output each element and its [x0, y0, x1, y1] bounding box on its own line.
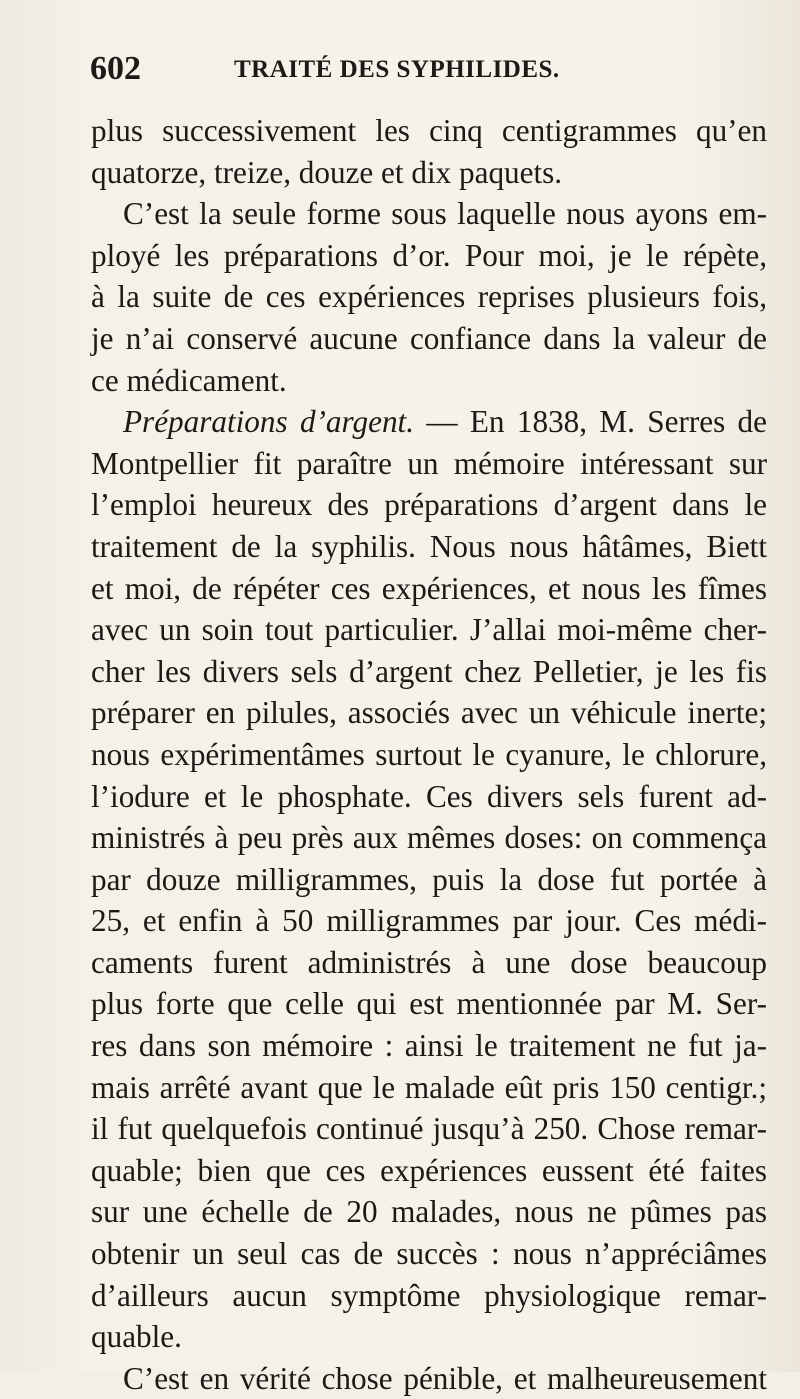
- text-line: res dans son mémoire : ainsi le traitement ne fut ja-: [91, 1028, 767, 1064]
- section-heading: Préparations d’argent.: [123, 404, 414, 440]
- running-title: TRAITÉ DES SYPHILIDES.: [234, 56, 560, 83]
- text-line: l’emploi heureux des préparations d’argent dans le: [91, 487, 767, 523]
- page-header: [90, 50, 710, 96]
- text-line: Montpellier fit paraître un mémoire intéressant sur: [91, 445, 767, 481]
- text-line: cher les divers sels d’argent chez Pelletier, je les fis: [91, 653, 767, 689]
- text-line: plus forte que celle qui est mentionnée par M. Ser-: [91, 986, 767, 1022]
- text-line: à la suite de ces expériences reprises plusieurs fois,: [91, 279, 767, 315]
- text-line: quable; bien que ces expériences eussent été faites: [91, 1152, 767, 1188]
- text-line: quatorze, treize, douze et dix paquets.: [91, 154, 563, 190]
- text-line: C’est en vérité chose pénible, et malheureusement: [123, 1360, 767, 1396]
- text-line-with-heading: [91, 401, 767, 443]
- text-line: mais arrêté avant que le malade eût pris 150 centigr.;: [91, 1069, 767, 1105]
- text-line: quable.: [91, 1319, 182, 1355]
- paragraph-2: [91, 193, 767, 401]
- text-line: 25, et enfin à 50 milligrammes par jour. Ces médi-: [91, 903, 767, 939]
- text-line: préparer en pilules, associés avec un véhicule inerte;: [91, 695, 767, 731]
- text-line: ployé les préparations d’or. Pour moi, je le répète,: [91, 237, 767, 273]
- text-line: obtenir un seul cas de succès : nous n’appréciâmes: [91, 1236, 767, 1272]
- text-line: je n’ai conservé aucune confiance dans la valeur de: [91, 320, 767, 356]
- text-line: sur une échelle de 20 malades, nous ne pûmes pas: [91, 1194, 767, 1230]
- text-line: par douze milligrammes, puis la dose fut portée à: [91, 861, 767, 897]
- paragraph-4: [91, 1358, 767, 1399]
- text-line: ce médicament.: [91, 362, 287, 398]
- body-text: [91, 110, 767, 1399]
- text-line: C’est la seule forme sous laquelle nous ayons em-: [123, 196, 767, 232]
- text-line: et moi, de répéter ces expériences, et nous les fîmes: [91, 570, 767, 606]
- paragraph-3: [91, 401, 767, 1358]
- paragraph-1: [91, 110, 767, 193]
- text-line: — En 1838, M. Serres de: [414, 404, 767, 440]
- text-line: traitement de la syphilis. Nous nous hâtâmes, Biett: [91, 528, 767, 564]
- text-line: avec un soin tout particulier. J’allai moi-même cher-: [91, 612, 767, 648]
- text-line: d’ailleurs aucun symptôme physiologique remar-: [91, 1277, 767, 1313]
- text-line: ministrés à peu près aux mêmes doses: on commença: [91, 820, 767, 856]
- text-line: il fut quelquefois continué jusqu’à 250. Chose remar-: [91, 1111, 767, 1147]
- text-line: nous expérimentâmes surtout le cyanure, le chlorure,: [91, 736, 767, 772]
- text-line: caments furent administrés à une dose beaucoup: [91, 944, 767, 980]
- text-line: plus successivement les cinq centigrammes qu’en: [91, 113, 767, 148]
- text-line: l’iodure et le phosphate. Ces divers sels furent ad-: [91, 778, 767, 814]
- page-number: 602: [90, 50, 141, 87]
